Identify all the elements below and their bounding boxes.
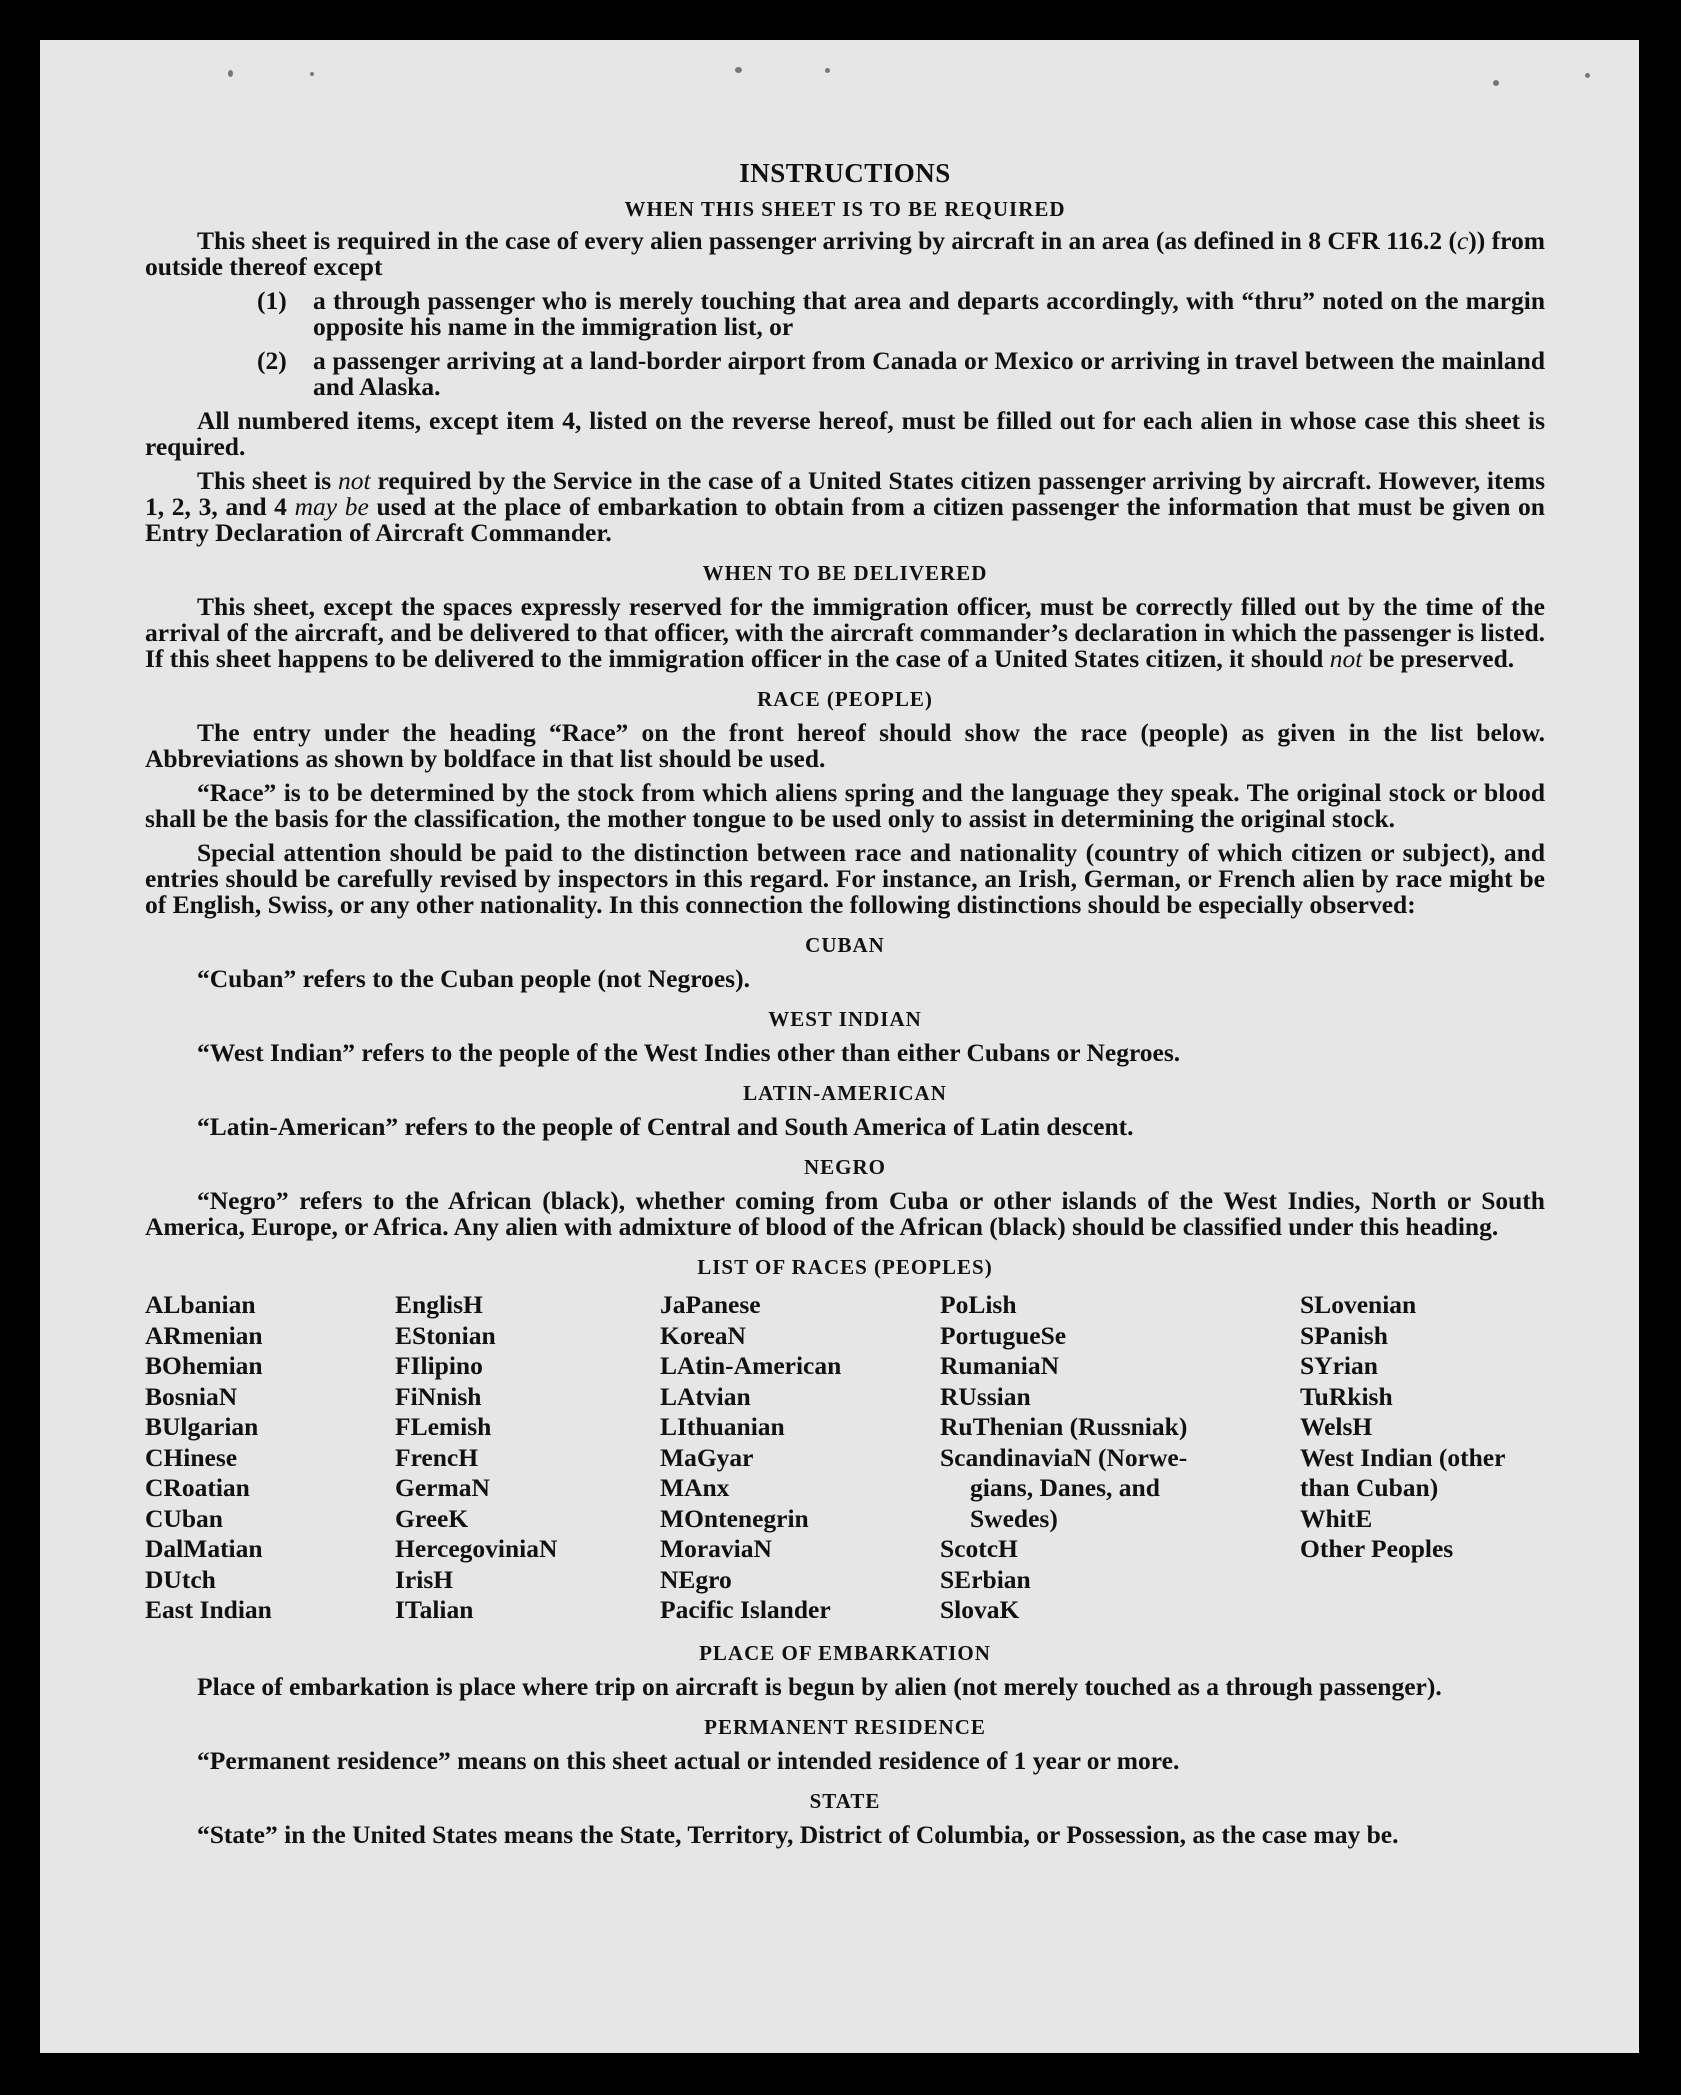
residence-definition: “Permanent residence” means on this sheet actual or intended residence of 1 year or more. — [197, 1745, 1180, 1775]
race-item: LAtvian — [660, 1381, 751, 1411]
race-item: FrencH — [395, 1442, 479, 1472]
race-item: Other Peoples — [1300, 1534, 1454, 1563]
race-item: MOntenegrin — [660, 1503, 809, 1533]
when-delivered-paragraph: This sheet, except the spaces expressly reserved for the immigration officer, must be correctly filled out by the time of the arrival of the aircraft, and be delivered to that officer, with the aircraft commander’s declaration in which the passenger is listed. If this sheet happens to be delivered to the immigration officer in the case of a United States citizen, it should not be preserved. — [145, 592, 1545, 673]
race-item: SlovaK — [940, 1595, 1020, 1624]
race-item-continuation: than Cuban) — [1300, 1473, 1439, 1502]
section-heading-negro: NEGRO — [803, 1155, 886, 1179]
section-heading-latin-american: LATIN-AMERICAN — [743, 1081, 947, 1105]
section-heading-permanent-residence: PERMANENT RESIDENCE — [704, 1714, 986, 1739]
race-item: KoreaN — [660, 1320, 746, 1350]
when-required-intro: This sheet is required in the case of every alien passenger arriving by aircraft in an area (as defined in 8 CFR 116.2 (c)) from outside thereof except — [145, 226, 1545, 281]
race-item: NEgro — [660, 1564, 732, 1594]
section-heading-list-of-races: LIST OF RACES (PEOPLES) — [697, 1255, 993, 1279]
race-item: FIlipino — [395, 1351, 483, 1380]
race-item: LAtin-American — [660, 1351, 842, 1380]
race-item: PoLish — [940, 1290, 1017, 1319]
race-item: LIthuanian — [660, 1412, 785, 1441]
exception-item-2: (2) a passenger arriving at a land-border airport from Canada or Mexico or arriving in travel between the mainland and Alaska. — [257, 346, 1545, 401]
race-item: SPanish — [1300, 1320, 1388, 1350]
section-heading-west-indian: WEST INDIAN — [768, 1007, 922, 1031]
race-item: ScotcH — [940, 1534, 1018, 1563]
race-item: Pacific Islander — [660, 1595, 831, 1624]
cuban-definition: “Cuban” refers to the Cuban people (not Negroes). — [197, 964, 750, 993]
instructions-content — [145, 114, 1545, 1856]
race-item: HercegoviniaN — [395, 1534, 558, 1563]
west-indian-definition: “West Indian” refers to the people of the West Indies other than either Cubans or Negroes. — [197, 1038, 1181, 1067]
race-item: ARmenian — [145, 1320, 263, 1350]
citizen-paragraph: This sheet is not required by the Service in the case of a United States citizen passenger arriving by aircraft. However, items 1, 2, 3, and 4 may be used at the place of embarkation to obtain from a citizen passenger the information that must be given on Entry Declaration of Aircraft Commander. — [145, 466, 1545, 547]
race-item: GreeK — [395, 1503, 469, 1533]
race-item: SLovenian — [1300, 1290, 1417, 1319]
race-paragraph-3: Special attention should be paid to the distinction between race and nationality (country of which citizen or subject), and entries should be carefully revised by inspectors in this regard. For instance, an Irish, German, or French alien by race might be of English, Swiss, or any other nationality. In this connection the following distinctions should be especially observed: — [145, 838, 1545, 919]
race-item: MAnx — [660, 1473, 730, 1502]
race-item-continuation: gians, Danes, and — [970, 1473, 1160, 1502]
race-item: DUtch — [145, 1564, 216, 1594]
latin-american-definition: “Latin-American” refers to the people of Central and South America of Latin descent. — [197, 1112, 1134, 1141]
numbered-items-paragraph: All numbered items, except item 4, listed on the reverse hereof, must be filled out for each alien in whose case this sheet is required. — [145, 406, 1545, 461]
exception-item-1: (1) a through passenger who is merely touching that area and departs accordingly, with “thru” noted on the margin opposite his name in the immigration list, or — [257, 286, 1545, 341]
race-item: SErbian — [940, 1564, 1031, 1594]
section-heading-state: STATE — [809, 1788, 881, 1813]
race-item: MaGyar — [660, 1442, 754, 1472]
race-item: TuRkish — [1300, 1381, 1393, 1411]
race-item: BOhemian — [145, 1351, 263, 1380]
race-item: CRoatian — [145, 1473, 250, 1502]
document-page — [40, 40, 1639, 2053]
race-paragraph-1: The entry under the heading “Race” on the front hereof should show the race (people) as given in the list below. Abbreviations as shown by boldface in that list should be used. — [145, 718, 1545, 773]
race-item: DalMatian — [145, 1534, 263, 1563]
race-item: ITalian — [395, 1595, 474, 1624]
race-item: RumaniaN — [940, 1351, 1060, 1380]
race-item: JaPanese — [660, 1290, 761, 1319]
page-title: INSTRUCTIONS — [739, 158, 951, 188]
race-item: EStonian — [395, 1320, 496, 1350]
race-item: EnglisH — [395, 1290, 483, 1319]
race-item: FiNnish — [395, 1381, 482, 1411]
section-heading-race: RACE (PEOPLE) — [757, 687, 933, 711]
races-column-1 — [145, 1290, 395, 1626]
race-item: IrisH — [395, 1564, 454, 1594]
race-item: MoraviaN — [660, 1534, 772, 1563]
section-heading-when-required: WHEN THIS SHEET IS TO BE REQUIRED — [624, 197, 1066, 221]
race-item: BUlgarian — [145, 1412, 259, 1441]
race-item: West Indian (other — [1300, 1442, 1506, 1472]
race-item: CHinese — [145, 1442, 238, 1472]
section-heading-cuban: CUBAN — [805, 933, 885, 957]
section-heading-when-delivered: WHEN TO BE DELIVERED — [702, 561, 988, 585]
race-item: CUban — [145, 1503, 223, 1533]
race-item: WhitE — [1300, 1503, 1373, 1533]
race-item: WelsH — [1300, 1412, 1373, 1441]
races-column-5 — [1300, 1290, 1545, 1626]
races-column-4 — [940, 1290, 1300, 1626]
races-column-3 — [660, 1290, 940, 1626]
races-column-2 — [395, 1290, 660, 1626]
race-item: BosniaN — [145, 1381, 238, 1411]
race-item: FLemish — [395, 1412, 492, 1441]
race-item-continuation: Swedes) — [970, 1503, 1058, 1533]
state-definition: “State” in the United States means the State, Territory, District of Columbia, or Possession, as the case may be. — [197, 1819, 1399, 1849]
race-item: SYrian — [1300, 1351, 1378, 1380]
race-item: RuThenian (Russniak) — [940, 1412, 1188, 1441]
race-item: GermaN — [395, 1473, 490, 1502]
embarkation-definition: Place of embarkation is place where trip on aircraft is begun by alien (not merely touched as a through passenger). — [197, 1671, 1442, 1701]
race-item: RUssian — [940, 1381, 1031, 1411]
race-item: PortugueSe — [940, 1320, 1067, 1350]
race-paragraph-2: “Race” is to be determined by the stock from which aliens spring and the language they speak. The original stock or blood shall be the basis for the classification, the mother tongue to be used only to assist in determining the original stock. — [145, 778, 1545, 833]
race-item: ALbanian — [145, 1290, 256, 1319]
race-item: East Indian — [145, 1595, 272, 1624]
section-heading-embarkation: PLACE OF EMBARKATION — [699, 1640, 991, 1665]
races-list — [145, 1290, 1545, 1626]
negro-definition: “Negro” refers to the African (black), whether coming from Cuba or other islands of the West Indies, North or South America, Europe, or Africa. Any alien with admixture of blood of the African (black) should be classified under this heading. — [145, 1186, 1545, 1241]
race-item: ScandinaviaN (Norwe- — [940, 1442, 1188, 1472]
